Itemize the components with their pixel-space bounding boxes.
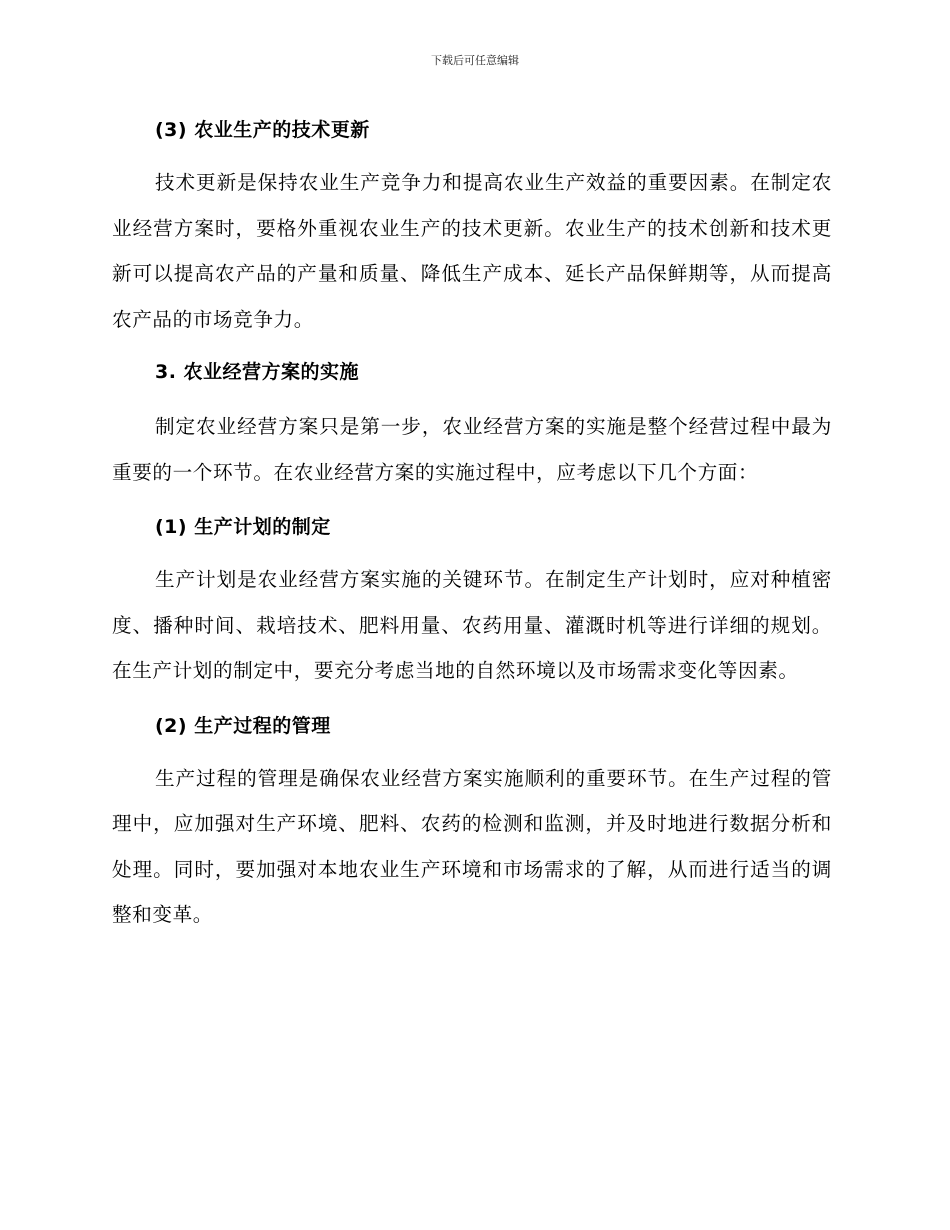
page-header: 下载后可任意编辑 — [431, 54, 519, 67]
section-heading-tech-update: (3) 农业生产的技术更新 — [155, 119, 370, 141]
section-paragraph-plan-implementation: 制定农业经营方案只是第一步，农业经营方案的实施是整个经营过程中最为重要的一个环节。在农业经营方案的实施过程中，应考虑以下几个方面： — [112, 415, 832, 484]
section-heading-plan-implementation: 3. 农业经营方案的实施 — [155, 361, 360, 383]
section-paragraph-production-plan: 生产计划是农业经营方案实施的关键环节。在制定生产计划时，应对种植密度、播种时间、栽培技术、肥料用量、农药用量、灌溉时机等进行详细的规划。在生产计划的制定中，要充分考虑当地的自然环境以及市场需求变化等因素。 — [112, 568, 832, 682]
section-paragraph-process-management: 生产过程的管理是确保农业经营方案实施顺利的重要环节。在生产过程的管理中，应加强对生产环境、肥料、农药的检测和监测，并及时地进行数据分析和处理。同时，要加强对本地农业生产环境和市场需求的了解，从而进行适当的调整和变革。 — [112, 766, 832, 926]
section-paragraph-tech-update: 技术更新是保持农业生产竞争力和提高农业生产效益的重要因素。在制定农业经营方案时，要格外重视农业生产的技术更新。农业生产的技术创新和技术更新可以提高农产品的产量和质量、降低生产成本、延长产品保鲜期等，从而提高农产品的市场竞争力。 — [112, 171, 832, 331]
section-heading-process-management: (2) 生产过程的管理 — [155, 714, 331, 737]
document-body — [112, 112, 832, 938]
section-heading-production-plan: (1) 生产计划的制定 — [155, 516, 331, 538]
